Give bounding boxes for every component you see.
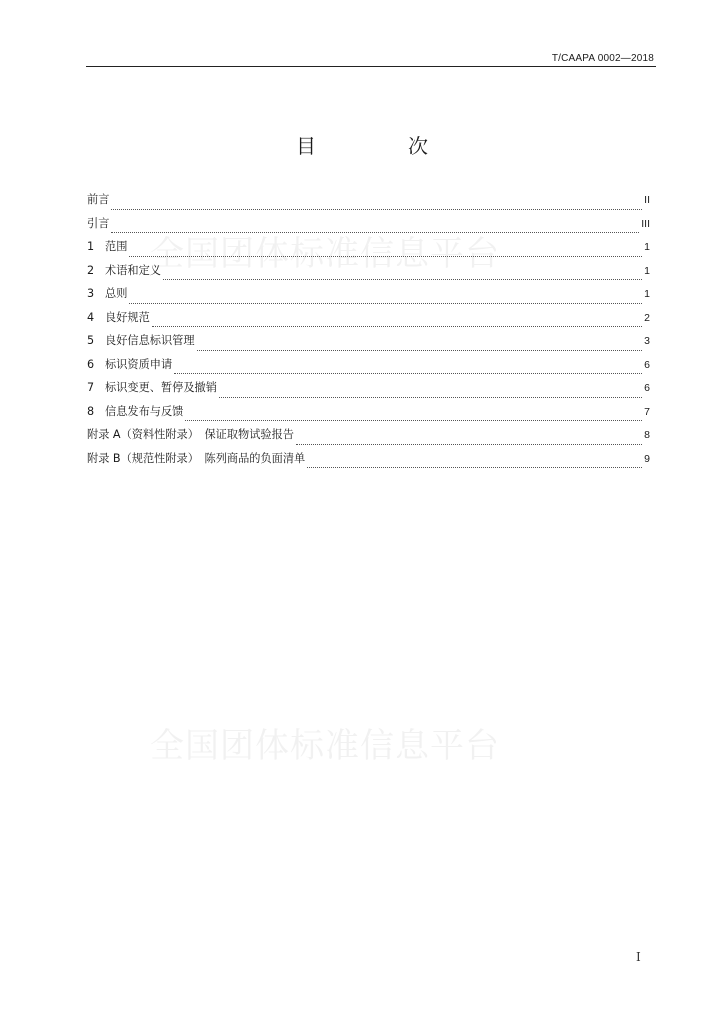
toc-entry-number: 3	[87, 287, 95, 300]
toc-entry-5[interactable]	[87, 331, 650, 355]
page-number: I	[636, 950, 641, 964]
toc-entry-number: 2	[87, 263, 95, 277]
leader-dots	[152, 326, 642, 327]
watermark-top: 全国团体标准信息平台	[150, 234, 500, 274]
toc-entry-page: 1	[644, 264, 650, 277]
leader-dots	[296, 444, 642, 445]
toc-entry-7[interactable]	[87, 378, 650, 402]
toc-entry-page: 7	[644, 405, 650, 418]
leader-dots	[219, 397, 642, 398]
toc-entry-label: 标识变更、暂停及撤销	[105, 381, 217, 394]
toc-entry-label: 附录 A（资料性附录） 保证取物试验报告	[87, 428, 294, 441]
toc-entry-number: 6	[87, 357, 95, 371]
header-divider	[86, 66, 656, 67]
toc-entry-number: 8	[87, 404, 95, 418]
toc-entry-label: 术语和定义	[105, 263, 161, 277]
leader-dots	[163, 279, 642, 280]
toc-entry-label: 总则	[105, 287, 128, 300]
table-of-contents	[87, 190, 650, 472]
toc-entry-label: 引言	[87, 216, 110, 230]
toc-entry-foreword[interactable]	[87, 190, 650, 214]
toc-entry-appendix-b[interactable]	[87, 449, 650, 473]
toc-entry-2[interactable]	[87, 261, 650, 285]
watermark-bottom: 全国团体标准信息平台	[150, 726, 500, 766]
toc-entry-number: 4	[87, 310, 95, 324]
toc-entry-3[interactable]	[87, 284, 650, 308]
toc-entry-label: 附录 B（规范性附录） 陈列商品的负面清单	[87, 451, 306, 465]
toc-entry-page: III	[641, 217, 650, 230]
toc-entry-8[interactable]	[87, 402, 650, 426]
toc-entry-page: 6	[644, 358, 650, 371]
toc-entry-number: 5	[87, 334, 95, 347]
toc-entry-appendix-a[interactable]	[87, 425, 650, 449]
leader-dots	[129, 303, 642, 304]
toc-entry-label: 标识资质申请	[105, 357, 173, 371]
toc-entry-label: 范围	[105, 240, 128, 253]
toc-entry-introduction[interactable]	[87, 214, 650, 238]
toc-entry-4[interactable]	[87, 308, 650, 332]
toc-entry-6[interactable]	[87, 355, 650, 379]
leader-dots	[111, 232, 639, 233]
toc-entry-number: 7	[87, 381, 95, 394]
toc-entry-label: 良好信息标识管理	[105, 334, 195, 347]
leader-dots	[174, 373, 642, 374]
toc-entry-page: 6	[644, 382, 650, 394]
toc-title: 目 次	[296, 134, 464, 158]
toc-entry-1[interactable]	[87, 237, 650, 261]
toc-entry-page: 8	[644, 429, 650, 441]
toc-entry-label: 良好规范	[105, 310, 150, 324]
toc-entry-number: 1	[87, 240, 95, 253]
leader-dots	[197, 350, 643, 351]
toc-entry-page: 1	[644, 241, 650, 253]
toc-entry-page: 1	[644, 288, 650, 300]
leader-dots	[307, 467, 642, 468]
toc-entry-label: 信息发布与反馈	[105, 404, 184, 418]
leader-dots	[111, 209, 642, 210]
toc-entry-page: II	[644, 194, 650, 206]
toc-entry-page: 3	[644, 335, 650, 347]
document-code: T/CAAPA 0002—2018	[551, 53, 654, 64]
toc-entry-page: 2	[644, 311, 650, 324]
leader-dots	[129, 256, 642, 257]
toc-entry-page: 9	[644, 452, 650, 465]
toc-entry-label: 前言	[87, 193, 110, 206]
leader-dots	[185, 420, 642, 421]
